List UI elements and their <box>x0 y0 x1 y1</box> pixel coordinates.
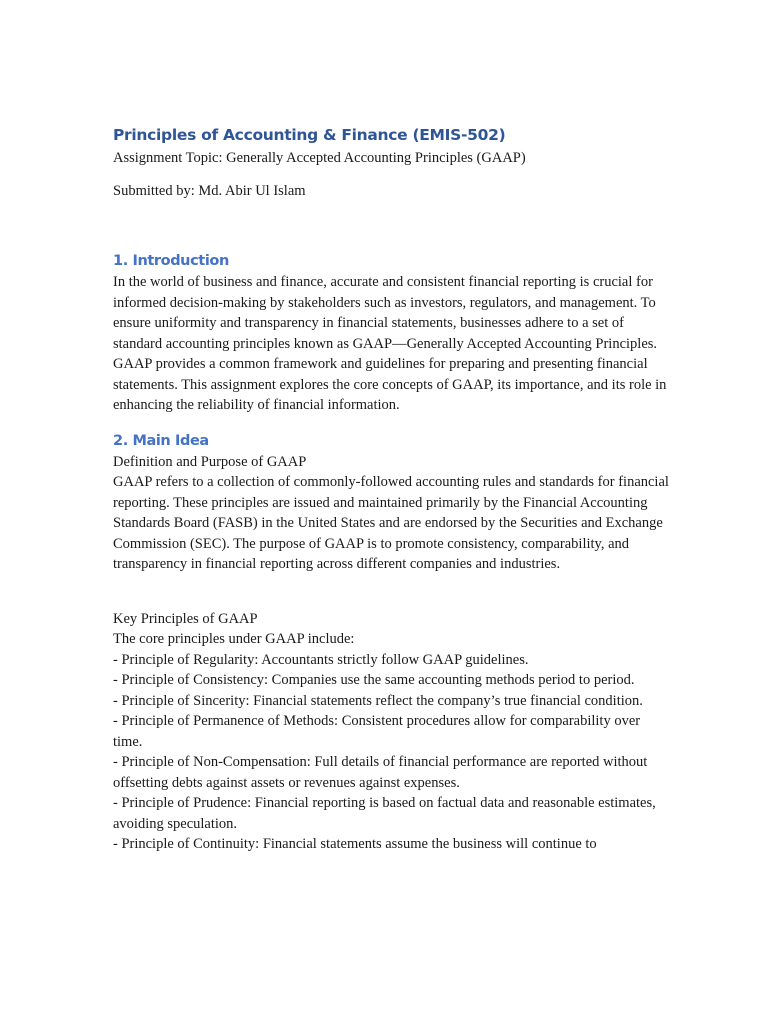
introduction-heading: 1. Introduction <box>113 253 229 269</box>
document-title: Principles of Accounting & Finance (EMIS-502) <box>113 126 506 144</box>
principles-list <box>113 650 673 855</box>
introduction-paragraph: In the world of business and finance, accurate and consistent financial reporting is crucial for informed decision-making by stakeholders such as investors, regulators, and management. To ensure uniformity and transparency in financial statements, businesses adhere to a set of standard accounting principles known as GAAP—Generally Accepted Accounting Principles. GAAP provides a common framework and guidelines for preparing and presenting financial statements. This assignment explores the core concepts of GAAP, its importance, and its role in enhancing the reliability of financial information. <box>113 274 667 413</box>
principle-item-consistency: - Principle of Consistency: Companies use the same accounting methods period to period. <box>113 672 635 688</box>
definition-subheading: Definition and Purpose of GAAP <box>113 453 307 470</box>
principle-item-non-compensation: - Principle of Non-Compensation: Full details of financial performance are reported without offsetting debts against assets or revenues against expenses. <box>113 754 648 791</box>
key-principles-intro: The core principles under GAAP include: <box>113 631 355 647</box>
submitted-by: Submitted by: Md. Abir Ul Islam <box>113 182 306 199</box>
key-principles-subheading: Key Principles of GAAP <box>113 610 258 627</box>
principle-item-sincerity: - Principle of Sincerity: Financial statements reflect the company’s true financial condition. <box>113 692 643 709</box>
main-idea-heading: 2. Main Idea <box>113 432 209 449</box>
document-page <box>113 124 673 855</box>
principle-item-regularity: - Principle of Regularity: Accountants strictly follow GAAP guidelines. <box>113 651 529 668</box>
principle-item-continuity: - Principle of Continuity: Financial statements assume the business will continue to <box>113 836 597 852</box>
assignment-topic: Assignment Topic: Generally Accepted Accounting Principles (GAAP) <box>113 150 526 166</box>
principle-item-prudence: - Principle of Prudence: Financial reporting is based on factual data and reasonable estimates, avoiding speculation. <box>113 795 656 832</box>
definition-paragraph: GAAP refers to a collection of commonly-followed accounting rules and standards for financial reporting. These principles are issued and maintained primarily by the Financial Accounting Standards Board (FASB) in the United States and are endorsed by the Securities and Exchange Commission (SEC). The purpose of GAAP is to promote consistency, comparability, and transparency in financial reporting across different companies and industries. <box>113 474 669 572</box>
principle-item-permanence: - Principle of Permanence of Methods: Consistent procedures allow for comparability over time. <box>113 713 641 750</box>
